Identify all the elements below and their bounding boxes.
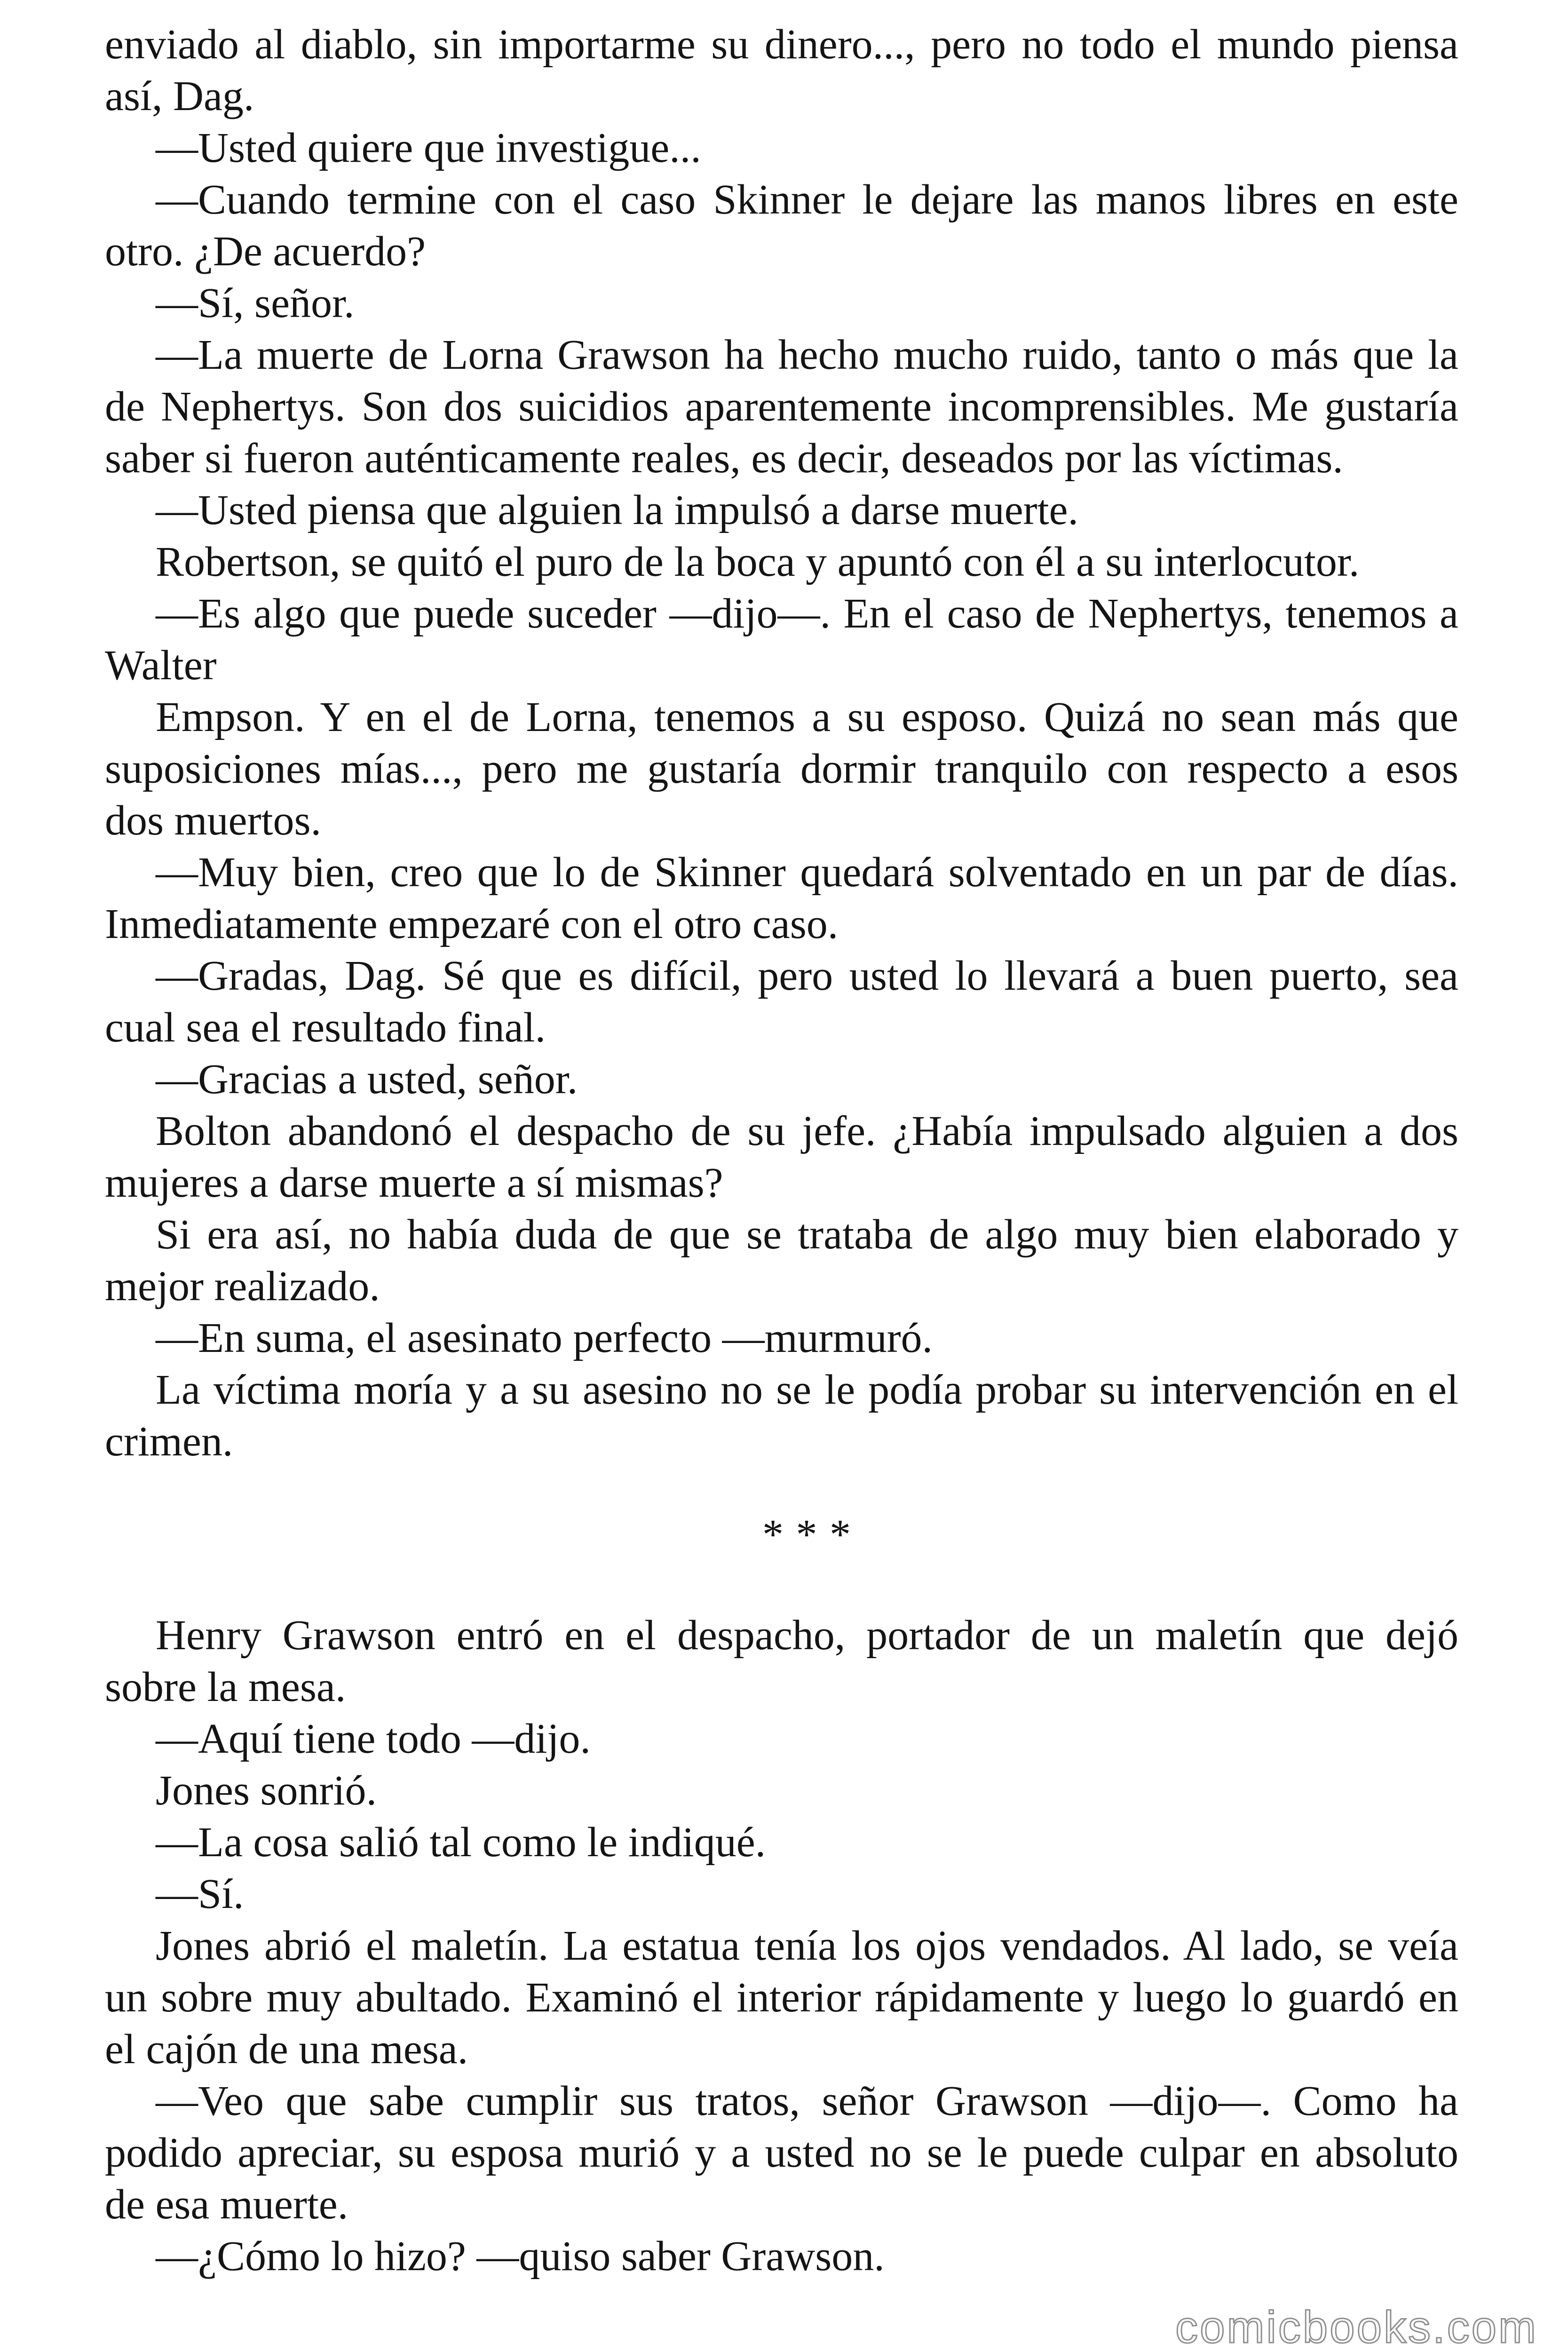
text-line: sobre la mesa. [105, 1664, 346, 1710]
paragraph [105, 847, 1458, 950]
text-line: —Sí, señor. [156, 280, 355, 326]
text-line: —La cosa salió tal como le indiqué. [156, 1819, 766, 1866]
paragraph [105, 588, 1458, 691]
text-line: enviado al diablo, sin importarme su dinero..., pero no todo el mundo piensa [105, 21, 1458, 68]
text-line: Empson. Y en el de Lorna, tenemos a su esposo. Quizá no sean más que [156, 694, 1458, 740]
text-line: —Usted piensa que alguien la impulsó a darse muerte. [156, 487, 1078, 533]
paragraph [105, 1364, 1458, 1468]
text-line: suposiciones mías..., pero me gustaría dormir tranquilo con respecto a esos [105, 746, 1458, 792]
section-1 [105, 19, 1458, 1468]
text-line: Bolton abandonó el despacho de su jefe. ¿Había impulsado alguien a dos [156, 1108, 1458, 1154]
text-line: Henry Grawson entró en el despacho, portador de un maletín que dejó [156, 1612, 1458, 1659]
text-line: un sobre muy abultado. Examinó el interior rápidamente y luego lo guardó en [105, 1974, 1458, 2021]
paragraph [105, 1209, 1458, 1312]
paragraph [105, 1920, 1458, 2075]
text-line: Walter [105, 642, 217, 689]
text-line: —Usted quiere que investigue... [156, 125, 701, 171]
paragraph [105, 329, 1458, 485]
paragraph [105, 691, 1458, 847]
paragraph [105, 1054, 1458, 1105]
paragraph [105, 122, 1458, 174]
paragraph [105, 536, 1458, 588]
text-line: —La muerte de Lorna Grawson ha hecho mucho ruido, tanto o más que la [156, 332, 1458, 378]
text-line: saber si fueron auténticamente reales, es decir, deseados por las víctimas. [105, 435, 1343, 482]
text-line: —Veo que sabe cumplir sus tratos, señor Grawson —dijo—. Como ha [156, 2078, 1458, 2124]
section-2 [105, 1610, 1458, 2282]
text-line: de Nephertys. Son dos suicidios aparentemente incomprensibles. Me gustaría [105, 383, 1458, 430]
text-line: de esa muerte. [105, 2181, 348, 2228]
paragraph [105, 485, 1458, 536]
paragraph [105, 278, 1458, 329]
text-line: —Gradas, Dag. Sé que es difícil, pero usted lo llevará a buen puerto, sea [156, 953, 1458, 999]
paragraph [105, 950, 1458, 1054]
text-line: podido apreciar, su esposa murió y a usted no se le puede culpar en absoluto [105, 2130, 1458, 2176]
text-line: —En suma, el asesinato perfecto —murmuró. [156, 1315, 933, 1361]
paragraph [105, 2231, 1458, 2282]
paragraph [105, 1765, 1458, 1817]
text-line: mejor realizado. [105, 1263, 380, 1310]
text-line: Inmediatamente empezaré con el otro caso. [105, 901, 839, 947]
text-line: así, Dag. [105, 73, 254, 119]
text-line: cual sea el resultado final. [105, 1004, 546, 1051]
text-line: —Cuando termine con el caso Skinner le dejare las manos libres en este [156, 176, 1458, 223]
text-line: crimen. [105, 1418, 233, 1465]
paragraph [105, 1817, 1458, 1868]
book-page [105, 19, 1458, 2282]
paragraph [105, 2075, 1458, 2231]
text-line: —Muy bien, creo que lo de Skinner quedará solventado en un par de días. [156, 849, 1458, 896]
watermark: comicbooks.com [1175, 2302, 1538, 2352]
text-line: otro. ¿De acuerdo? [105, 228, 426, 275]
text-line: —Gracias a usted, señor. [156, 1056, 578, 1103]
text-line: Jones abrió el maletín. La estatua tenía los ojos vendados. Al lado, se veía [156, 1923, 1458, 1969]
text-line: Robertson, se quitó el puro de la boca y apuntó con él a su interlocutor. [156, 539, 1360, 585]
text-line: La víctima moría y a su asesino no se le podía probar su intervención en el [156, 1367, 1458, 1413]
text-line: Jones sonrió. [156, 1767, 377, 1814]
text-line: mujeres a darse muerte a sí mismas? [105, 1160, 723, 1206]
text-line: dos muertos. [105, 797, 321, 844]
text-line: Si era así, no había duda de que se trataba de algo muy bien elaborado y [156, 1211, 1458, 1258]
text-line: —Es algo que puede suceder —dijo—. En el caso de Nephertys, tenemos a [156, 590, 1458, 637]
paragraph [105, 19, 1458, 122]
paragraph [105, 174, 1458, 278]
text-line: —Sí. [156, 1871, 244, 1917]
text-line: —¿Cómo lo hizo? —quiso saber Grawson. [156, 2233, 885, 2280]
paragraph [105, 1312, 1458, 1364]
text-line: —Aquí tiene todo —dijo. [156, 1716, 591, 1762]
paragraph [105, 1105, 1458, 1209]
scene-break: * * * [762, 1511, 852, 1558]
paragraph [105, 1713, 1458, 1765]
paragraph [105, 1868, 1458, 1920]
text-line: el cajón de una mesa. [105, 2026, 468, 2073]
paragraph [105, 1610, 1458, 1713]
